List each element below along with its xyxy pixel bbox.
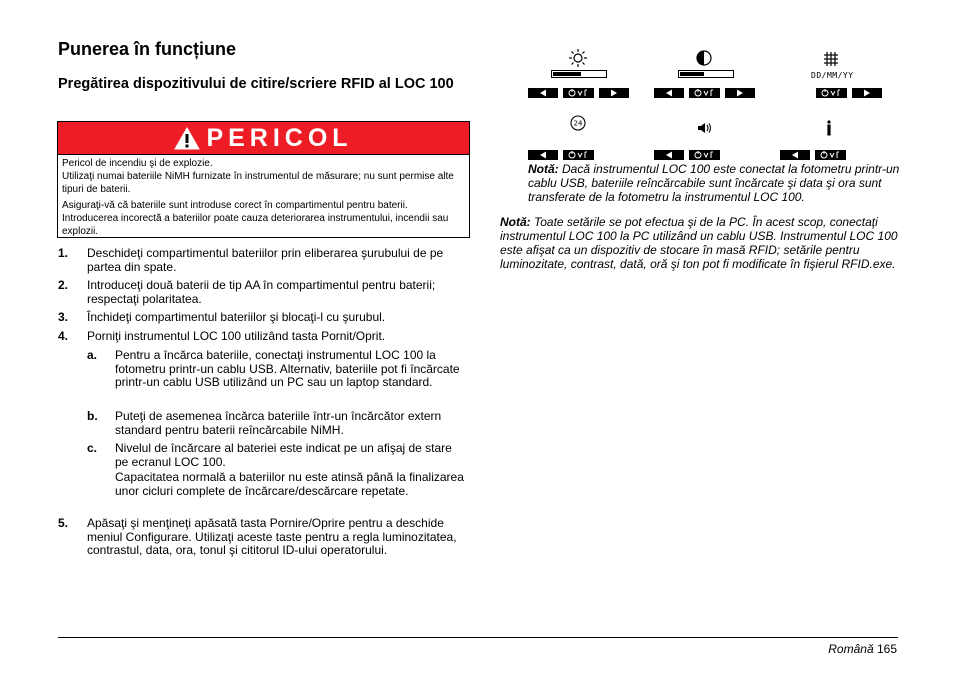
substep-text: Puteţi de asemenea încărca bateriile într-un încărcător extern standard pentru baterii reîncărcabile NiMH. (115, 409, 442, 437)
step-text: Închideţi compartimentul bateriilor şi blocaţi-l cu şurubul. (87, 310, 386, 324)
left-arrow-key-icon (654, 88, 684, 98)
danger-title: PERICOL (206, 123, 353, 152)
step-text: Porniţi instrumentul LOC 100 utilizând tasta Pornit/Oprit. (87, 329, 386, 343)
footer-language: Română (828, 642, 874, 656)
power-key-icon (689, 150, 720, 160)
right-arrow-key-icon (852, 88, 882, 98)
danger-text (58, 155, 469, 243)
contrast-level-bar (678, 70, 734, 78)
svg-text:24: 24 (573, 119, 583, 128)
danger-box (57, 121, 470, 238)
left-arrow-key-icon (528, 150, 558, 160)
brightness-level-bar (551, 70, 607, 78)
step-number: 1. (58, 246, 69, 260)
date-format-label: DD/MM/YY (811, 71, 854, 80)
note-1 (528, 162, 903, 204)
footer-divider (58, 637, 898, 638)
power-key-icon (563, 150, 594, 160)
setup-screens-figure (500, 46, 900, 164)
substep-letter: a. (87, 348, 98, 362)
step-number: 5. (58, 516, 69, 530)
page-title: Punerea în funcțiune (58, 39, 237, 59)
contrast-icon (696, 50, 712, 66)
danger-header (58, 122, 469, 155)
right-arrow-key-icon (725, 88, 755, 98)
substep-text: Nivelul de încărcare al bateriei este indicat pe un afişaj de stare pe ecranul LOC 100. (115, 441, 452, 469)
right-arrow-key-icon (599, 88, 629, 98)
note-2-label: Notă: (500, 215, 531, 229)
step-text: Introduceţi două baterii de tip AA în compartimentul pentru baterii; respectaţi polaritatea. (87, 278, 436, 306)
page-footer (828, 642, 897, 656)
left-arrow-key-icon (654, 150, 684, 160)
id-reader-icon (825, 120, 833, 136)
step-number: 4. (58, 329, 69, 343)
power-key-icon (563, 88, 594, 98)
note-1-label: Notă: (528, 162, 559, 176)
step-number: 3. (58, 310, 69, 324)
step-number: 2. (58, 278, 69, 292)
clock-24-icon (570, 115, 586, 131)
danger-line-3: Asiguraţi-vă că bateriile sunt introduse corect în compartimentul pentru baterii. Introducerea incorectă a bateriilor poate cauza deteriorarea instrumentului, incendii sau explozii. (62, 200, 449, 237)
danger-line-2: Utilizaţi numai bateriile NiMH furnizate în instrumentul de măsurare; nu sunt permise alte tipuri de baterii. (62, 171, 454, 195)
power-key-icon (689, 88, 720, 98)
warning-icon (174, 127, 200, 150)
power-key-icon (815, 150, 846, 160)
left-arrow-key-icon (780, 150, 810, 160)
note-2-text: Toate setările se pot efectua şi de la PC. În acest scop, conectaţi instrumentul LOC 100 la PC utilizând un cablu USB. Instrumentul LOC 100 este afişat ca un dispozitiv de stocare în masă RFID; setările pentru luminozitate, contrast, dată, oră şi ton pot fi modificate în fişierul RFID.exe. (500, 215, 898, 271)
power-key-icon (816, 88, 847, 98)
step-text: Apăsaţi şi menţineţi apăsată tasta Pornire/Oprire pentru a deschide meniul Configurare. Utilizaţi aceste taste pentru a regla luminozitatea, contrastul, data, ora, tonul şi cititorul ID-ului operatorului. (87, 516, 457, 557)
page-number: 165 (876, 642, 897, 656)
speaker-icon (697, 122, 715, 134)
step-text: Deschideţi compartimentul bateriilor prin eliberarea şurubului de pe partea din spate. (87, 246, 444, 274)
section-title: Pregătirea dispozitivului de citire/scriere RFID al LOC 100 (58, 76, 454, 92)
note-1-text: Dacă instrumentul LOC 100 este conectat la fotometru printr-un cablu USB, bateriile reîncărcabile sunt încărcate şi data şi ora sunt transferate de la fotometru la instrumentul LOC 100. (528, 162, 900, 204)
substep-extra-text: Capacitatea normală a bateriilor nu este atinsă până la finalizarea unor cicluri complete de încărcare/descărcare repetate. (115, 470, 464, 498)
substep-letter: c. (87, 441, 98, 455)
substep-text: Pentru a încărca bateriile, conectaţi instrumentul LOC 100 la fotometru printr-un cablu USB. Alternativ, bateriile pot fi încărcate printr-un cablu USB utilizând un PC sau un laptop standard. (115, 348, 460, 389)
danger-line-1: Pericol de incendiu şi de explozie. (62, 158, 213, 169)
left-arrow-key-icon (528, 88, 558, 98)
calendar-icon (823, 51, 839, 67)
note-2 (500, 215, 903, 271)
substep-letter: b. (87, 409, 98, 423)
sun-icon (569, 49, 587, 67)
